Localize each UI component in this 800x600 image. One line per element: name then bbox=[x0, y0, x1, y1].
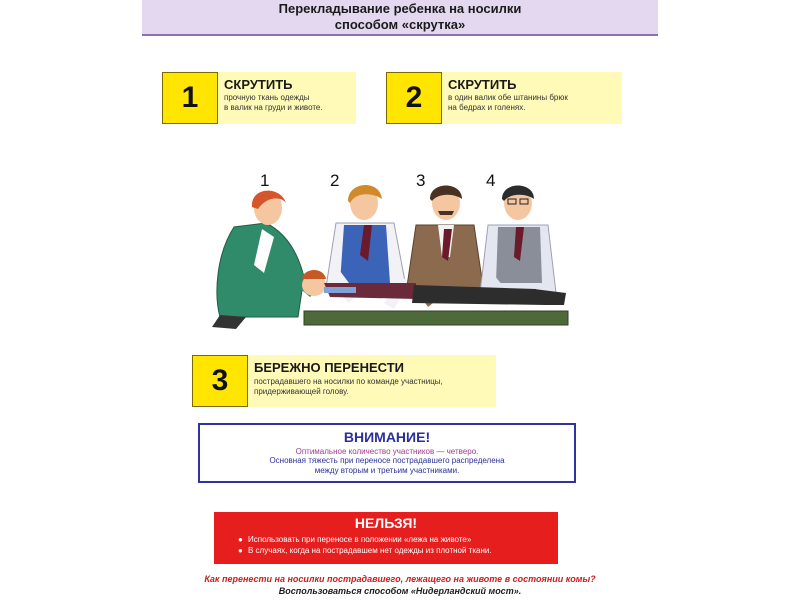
step-1-number: 1 bbox=[162, 72, 218, 124]
step-2-title: СКРУТИТЬ bbox=[448, 77, 517, 92]
page-title-line2: способом «скрутка» bbox=[334, 17, 466, 32]
step-2-number: 2 bbox=[386, 72, 442, 124]
page-title-line1: Перекладывание ребенка на носилки bbox=[278, 1, 522, 16]
participant-label-3: 3 bbox=[416, 171, 426, 190]
step-1-card bbox=[162, 72, 356, 124]
participant-label-2: 2 bbox=[330, 171, 340, 190]
bullet-icon: ● bbox=[238, 546, 243, 555]
rescuer-4-figure bbox=[480, 186, 556, 306]
forbidden-title: НЕЛЬЗЯ! bbox=[354, 515, 418, 531]
step-3-card bbox=[192, 355, 496, 407]
step-1-desc-line2: в валик на груди и животе. bbox=[224, 103, 323, 112]
rescuers-illustration bbox=[206, 165, 578, 335]
footer-answer: Воспользоваться способом «Нидерландский мост». bbox=[278, 586, 522, 596]
bullet-icon: ● bbox=[238, 535, 243, 544]
step-3-title: БЕРЕЖНО ПЕРЕНЕСТИ bbox=[254, 360, 404, 375]
forbidden-item: ● В случаях, когда на пострадавшем нет одежды из плотной ткани. bbox=[238, 546, 492, 555]
rescuer-1-figure bbox=[212, 191, 318, 329]
step-1-description bbox=[224, 93, 323, 113]
attention-title: ВНИМАНИЕ! bbox=[343, 429, 431, 445]
step-3-desc-line1: пострадавшего на носилки по команде участницы, bbox=[254, 377, 443, 386]
step-2-desc-line1: в один валик обе штанины брюк bbox=[448, 93, 568, 102]
step-1-desc-line1: прочную ткань одежды bbox=[224, 93, 310, 102]
participant-label-4: 4 bbox=[486, 171, 496, 190]
forbidden-list bbox=[238, 534, 558, 556]
step-2-card bbox=[386, 72, 622, 124]
footer-question: Как перенести на носилки пострадавшего, лежащего на животе в состоянии комы? bbox=[204, 574, 596, 584]
step-2-desc-line2: на бедрах и голенях. bbox=[448, 103, 526, 112]
participant-label-1: 1 bbox=[260, 171, 270, 190]
page-header bbox=[142, 0, 658, 36]
attention-line-3: между вторым и третьим участниками. bbox=[314, 466, 460, 475]
step-3-number: 3 bbox=[192, 355, 248, 407]
stretcher bbox=[304, 311, 568, 325]
attention-line-2: Основная тяжесть при переносе пострадавшего распределена bbox=[269, 456, 505, 465]
forbidden-box bbox=[214, 512, 558, 564]
step-3-desc-line2: придерживающей голову. bbox=[254, 387, 349, 396]
attention-box bbox=[198, 423, 576, 483]
step-3-description bbox=[254, 377, 443, 397]
step-2-description bbox=[448, 93, 568, 113]
forbidden-item: ● Использовать при переносе в положении «лежа на животе» bbox=[238, 535, 472, 544]
attention-line-1: Оптимальное количество участников — четверо. bbox=[295, 447, 479, 456]
step-1-title: СКРУТИТЬ bbox=[224, 77, 293, 92]
